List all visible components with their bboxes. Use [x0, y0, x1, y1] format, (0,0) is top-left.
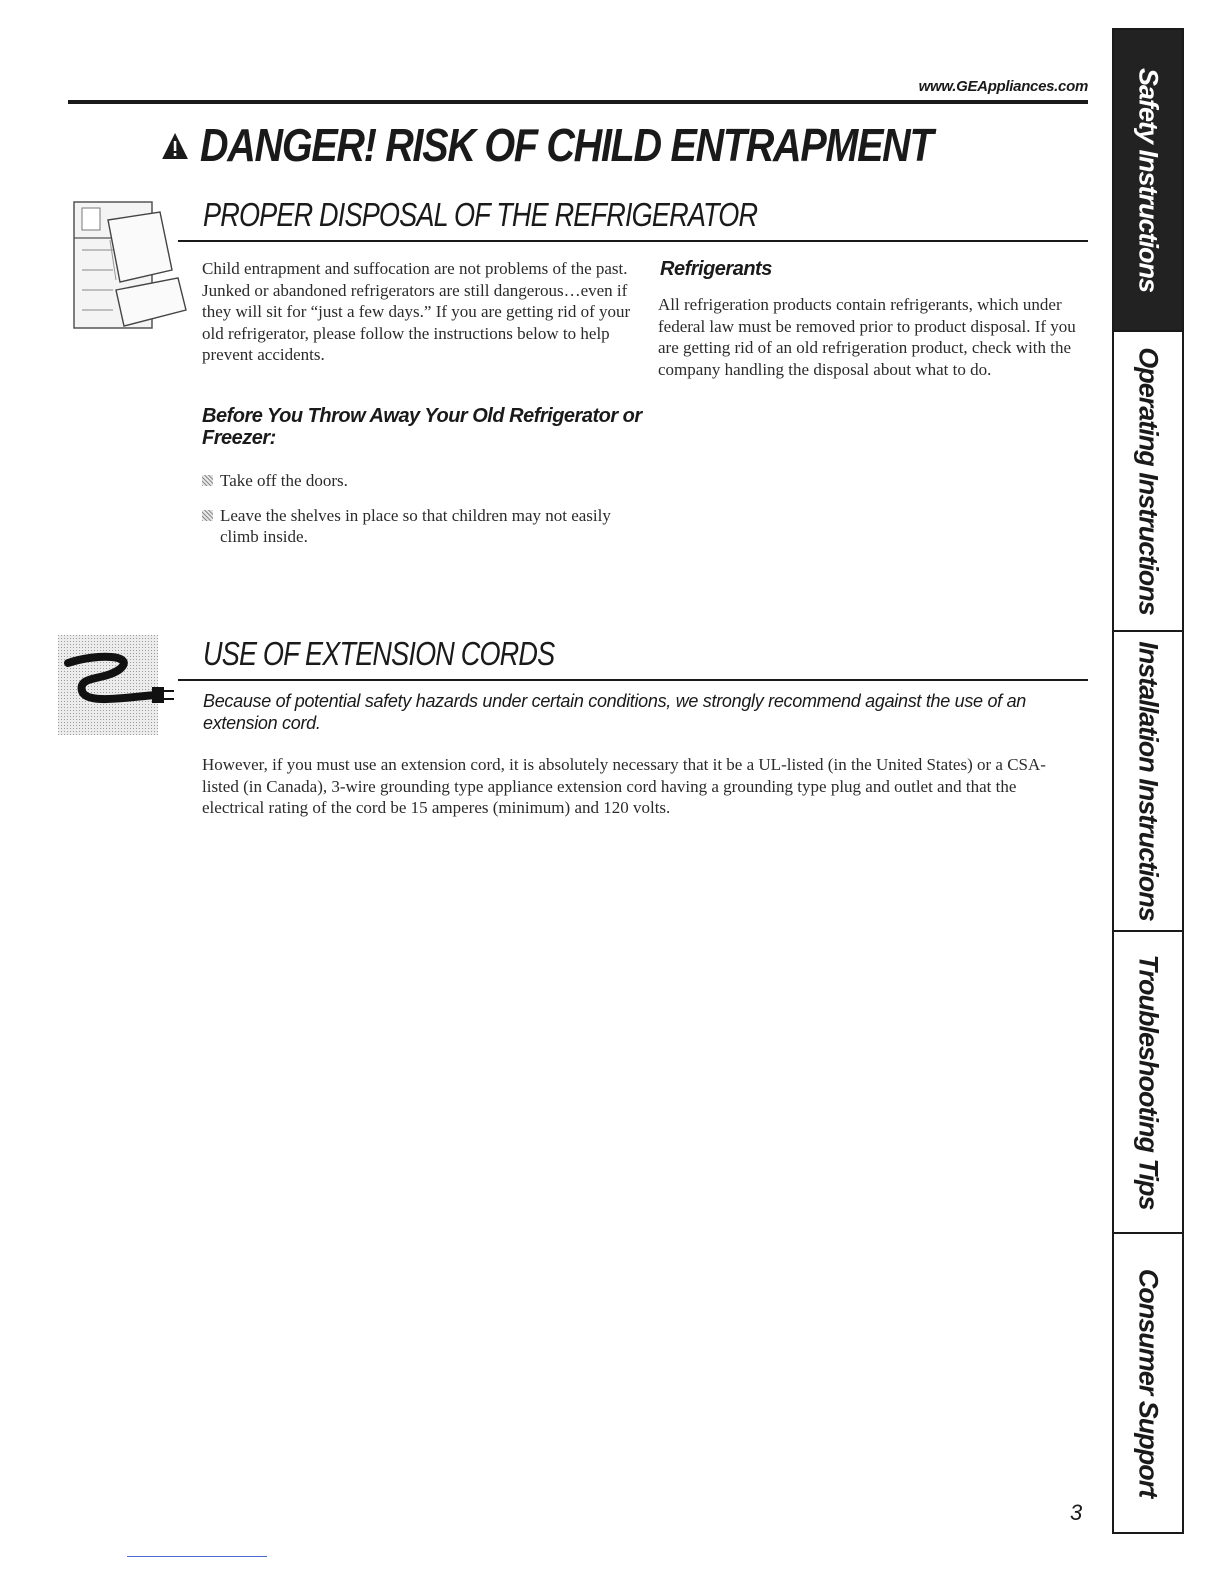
- disposal-intro-text: Child entrapment and suffocation are not problems of the past. Junked or abandoned refrigerators are still dangerous…even if they will sit for “just a few days.” If you are getting rid of your old refrigerator, please follow the instructions below to help prevent accidents.: [202, 259, 631, 364]
- refrigerants-heading: Refrigerants: [660, 258, 772, 280]
- disposal-section-title: PROPER DISPOSAL OF THE REFRIGERATOR: [203, 196, 758, 233]
- bullet-square-icon: [202, 475, 213, 486]
- tab-consumer-support[interactable]: Consumer Support: [1112, 1234, 1184, 1534]
- refrigerants-text: All refrigeration products contain refrigerants, which under federal law must be removed prior to product disposal. If you are getting rid of an old refrigeration product, check with the company handling the disposal about what to do.: [658, 295, 1076, 379]
- extension-cord-illustration: [58, 635, 178, 735]
- extension-warning-text: Because of potential safety hazards under certain conditions, we strongly recommend against the use of an extension cord.: [203, 691, 1027, 733]
- website-url: www.GEAppliances.com: [918, 78, 1088, 95]
- warning-triangle-icon: [161, 132, 189, 160]
- tab-operating-instructions[interactable]: Operating Instructions: [1112, 332, 1184, 632]
- extension-section-rule: [178, 679, 1088, 681]
- tab-installation-instructions[interactable]: Installation Instructions: [1112, 632, 1184, 932]
- tab-troubleshooting-tips[interactable]: Troubleshooting Tips: [1112, 932, 1184, 1234]
- danger-heading: [200, 118, 932, 172]
- danger-title-text: DANGER! RISK OF CHILD ENTRAPMENT: [200, 119, 933, 171]
- disposal-section-rule: [178, 240, 1088, 242]
- header-rule: [68, 100, 1088, 104]
- extension-requirements-text: However, if you must use an extension cord, it is absolutely necessary that it be a UL-listed (in the United States) or a CSA-listed (in Canada), 3-wire grounding type appliance extension cord having a grounding type plug and outlet and that the electrical rating of the cord be 15 amperes (minimum) and 120 volts.: [202, 755, 1046, 817]
- tab-safety-instructions[interactable]: Safety Instructions: [1112, 28, 1184, 332]
- footer-rule: [127, 1556, 267, 1557]
- page-number: 3: [1070, 1500, 1083, 1525]
- extension-section-title: USE OF EXTENSION CORDS: [203, 635, 555, 672]
- before-throw-away-heading: Before You Throw Away Your Old Refrigerator or Freezer:: [202, 405, 642, 449]
- disposal-bullet-list: [202, 470, 622, 561]
- list-item: Take off the doors.: [202, 470, 622, 492]
- refrigerator-illustration: [68, 200, 188, 330]
- list-item: Leave the shelves in place so that children may not easily climb inside.: [202, 505, 622, 548]
- bullet-square-icon: [202, 510, 213, 521]
